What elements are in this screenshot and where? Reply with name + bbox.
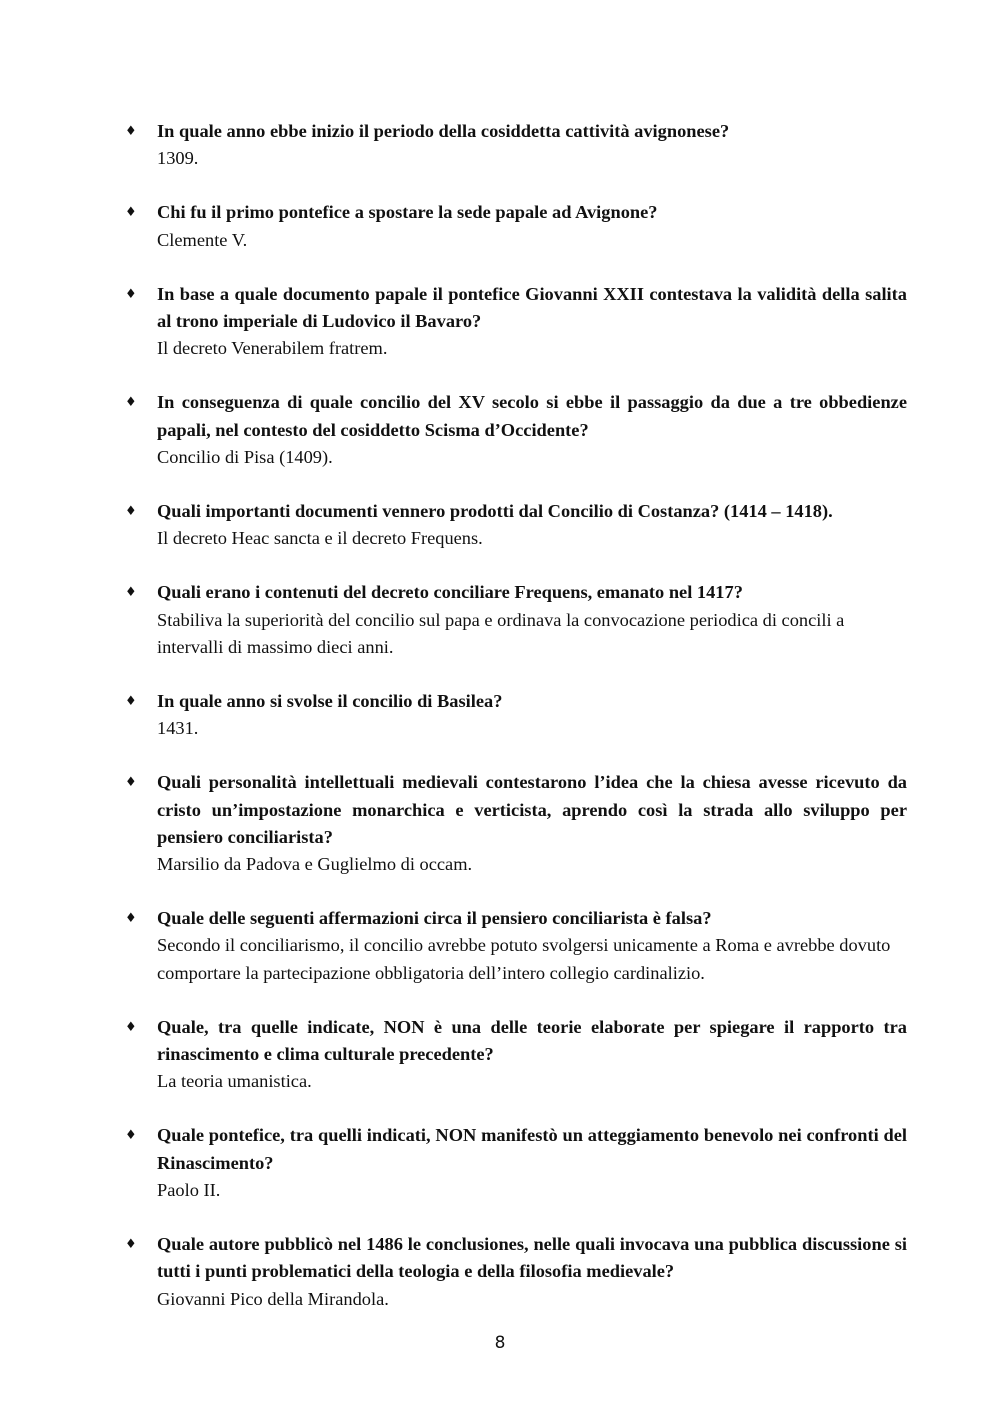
- diamond-bullet-icon: ♦: [125, 504, 137, 520]
- qa-item: [125, 688, 907, 742]
- qa-item: [125, 579, 907, 661]
- question-text: Chi fu il primo pontefice a spostare la sede papale ad Avignone?: [157, 202, 658, 223]
- diamond-bullet-icon: ♦: [125, 205, 137, 221]
- question-text: In base a quale documento papale il pontefice Giovanni XXII contestava la validità della salita al trono imperiale di Ludovico il Bavaro?: [157, 283, 907, 332]
- qa-item: [125, 281, 907, 363]
- qa-list: [125, 118, 907, 1340]
- question-text: In conseguenza di quale concilio del XV secolo si ebbe il passaggio da due a tre obbedienze papali, nel contesto del cosiddetto Scisma d’Occidente?: [157, 392, 907, 440]
- qa-item: [125, 1122, 907, 1204]
- question-text: In quale anno ebbe inizio il periodo della cosiddetta cattività avignonese?: [157, 121, 730, 141]
- question-text: Quale, tra quelle indicate, NON è una delle teorie elaborate per spiegare il rapporto tra rinascimento e clima culturale precedente?: [157, 1016, 907, 1065]
- answer-text: 1309.: [157, 148, 199, 169]
- answer-text: Il decreto Heac sancta e il decreto Frequens.: [157, 528, 483, 549]
- answer-text: Stabiliva la superiorità del concilio sul papa e ordinava la convocazione periodica di concili a intervalli di massimo dieci anni.: [157, 609, 845, 657]
- page-number: 8: [494, 1333, 506, 1353]
- answer-text: Secondo il conciliarismo, il concilio avrebbe potuto svolgersi unicamente a Roma e avrebbe dovuto comportare la partecipazione obbligatoria dell’intero collegio cardinalizio.: [157, 935, 891, 983]
- question-text: Quale autore pubblicò nel 1486 le conclusiones, nelle quali invocava una pubblica discussione si tutti i punti problematici della teologia e della filosofia medievale?: [157, 1234, 907, 1282]
- diamond-bullet-icon: ♦: [125, 694, 137, 710]
- qa-item: [125, 389, 907, 471]
- question-text: Quale pontefice, tra quelli indicati, NON manifestò un atteggiamento benevolo nei confronti del Rinascimento?: [157, 1125, 907, 1173]
- question-text: Quali importanti documenti vennero prodotti dal Concilio di Costanza? (1414 – 1418).: [157, 501, 833, 522]
- qa-item: [125, 498, 907, 552]
- qa-item: [125, 199, 907, 253]
- answer-text: Il decreto Venerabilem fratrem.: [157, 338, 388, 359]
- diamond-bullet-icon: ♦: [125, 775, 137, 791]
- qa-item: [125, 1014, 907, 1096]
- diamond-bullet-icon: ♦: [125, 286, 137, 302]
- diamond-bullet-icon: ♦: [125, 1128, 137, 1144]
- question-text: Quali erano i contenuti del decreto conciliare Frequens, emanato nel 1417?: [157, 582, 743, 603]
- diamond-bullet-icon: ♦: [125, 911, 137, 927]
- answer-text: La teoria umanistica.: [157, 1071, 312, 1092]
- answer-text: Paolo II.: [157, 1179, 221, 1200]
- qa-item: [125, 905, 907, 987]
- diamond-bullet-icon: ♦: [125, 395, 137, 411]
- qa-item: [125, 769, 907, 878]
- question-text: Quale delle seguenti affermazioni circa il pensiero conciliarista è falsa?: [157, 908, 712, 929]
- answer-text: 1431.: [157, 718, 199, 739]
- diamond-bullet-icon: ♦: [125, 1237, 137, 1253]
- answer-text: Clemente V.: [157, 229, 248, 250]
- diamond-bullet-icon: ♦: [125, 585, 137, 601]
- qa-item: [125, 1231, 907, 1313]
- answer-text: Giovanni Pico della Mirandola.: [157, 1288, 389, 1309]
- question-text: In quale anno si svolse il concilio di Basilea?: [157, 691, 503, 712]
- diamond-bullet-icon: ♦: [125, 1019, 137, 1035]
- question-text: Quali personalità intellettuali medievali contestarono l’idea che la chiesa avesse ricevuto da cristo un’impostazione monarchica e verticista, aprendo così la strada allo sviluppo per pensiero conciliarista?: [157, 772, 907, 847]
- answer-text: Marsilio da Padova e Guglielmo di occam.: [157, 854, 473, 875]
- diamond-bullet-icon: ♦: [125, 124, 137, 139]
- qa-item: [125, 118, 907, 172]
- answer-text: Concilio di Pisa (1409).: [157, 446, 333, 467]
